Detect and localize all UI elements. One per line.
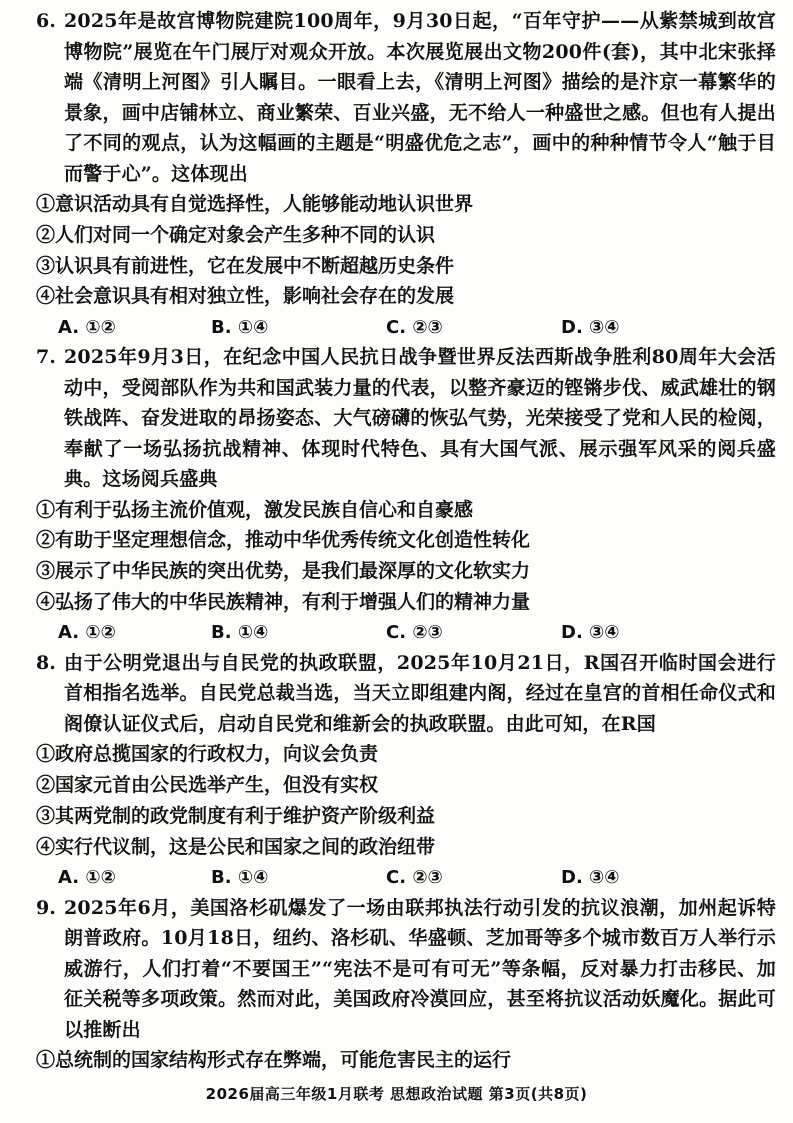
choice-a: A. ①② <box>58 867 116 889</box>
statement-list <box>36 1045 776 1076</box>
question-stem <box>36 648 776 740</box>
statement-item: ①有利于弘扬主流价值观，激发民族自信心和自豪感 <box>36 498 474 521</box>
choice-c: C. ②③ <box>386 867 443 889</box>
question-stem <box>36 893 776 1046</box>
question-stem <box>36 342 776 495</box>
question-number: 7. <box>36 346 56 369</box>
question-6 <box>36 6 776 342</box>
question-number: 9. <box>36 896 56 919</box>
statement-item: ③展示了中华民族的突出优势，是我们最深厚的文化软实力 <box>36 560 531 583</box>
statement-list <box>36 495 776 618</box>
choice-d: D. ③④ <box>561 316 620 338</box>
choice-c: C. ②③ <box>386 316 443 338</box>
statement-list <box>36 739 776 862</box>
statement-item: ①政府总揽国家的行政权力，向议会负责 <box>36 743 379 766</box>
choice-b: B. ①④ <box>211 867 269 889</box>
statement-item: ③认识具有前进性，它在发展中不断超越历史条件 <box>36 254 455 277</box>
answer-choices <box>36 312 776 342</box>
statement-item: ④实行代议制，这是公民和国家之间的政治纽带 <box>36 835 436 858</box>
question-text: 2025年9月3日，在纪念中国人民抗日战争暨世界反法西斯战争胜利80周年大会活动中，受阅部队作为共和国武装力量的代表，以整齐豪迈的铿锵步伐、威武雄壮的钢铁战阵、奋发进取的昂扬姿态、大气磅礴的恢弘气势，光荣接受了党和人民的检阅，奉献了一场弘扬抗战精神、体现时代特色、具有大国气派、展示强军风采的阅兵盛典。这场阅兵盛典 <box>64 346 776 491</box>
question-number: 6. <box>36 10 56 32</box>
choice-b: B. ①④ <box>211 316 269 338</box>
question-text: 2025年是故宫博物院建院100周年，9月30日起，“百年守护——从紫禁城到故宫博物院”展览在午门展厅对观众开放。本次展览展出文物200件(套)，其中北宋张择端《清明上河图》引人瞩目。一眼看上去，《清明上河图》描绘的是汴京一幕繁华的景象，画中店铺林立、商业繁荣、百业兴盛，无不给人一种盛世之感。但也有人提出了不同的观点，认为这幅画的主题是“明盛优危之志”，画中的种种情节令人“触于目而警于心”。这体现出 <box>64 10 776 185</box>
statement-item: ③其两党制的政党制度有利于维护资产阶级利益 <box>36 804 436 827</box>
question-list <box>36 6 776 1076</box>
question-stem <box>36 6 776 189</box>
statement-list <box>36 189 776 312</box>
statement-item: ④社会意识具有相对独立性，影响社会存在的发展 <box>36 285 455 308</box>
statement-item: ④弘扬了伟大的中华民族精神，有利于增强人们的精神力量 <box>36 591 531 614</box>
question-number: 8. <box>36 651 56 674</box>
statement-item: ①总统制的国家结构形式存在弊端，可能危害民主的运行 <box>36 1049 512 1072</box>
question-7 <box>36 342 776 648</box>
question-8 <box>36 648 776 893</box>
statement-item: ②国家元首由公民选举产生，但没有实权 <box>36 774 379 797</box>
page-footer: 2026届高三年级1月联考 思想政治试题 第3页(共8页) <box>205 1085 588 1103</box>
choice-a: A. ①② <box>58 316 116 338</box>
choice-c: C. ②③ <box>386 622 443 644</box>
question-text: 由于公明党退出与自民党的执政联盟，2025年10月21日，R国召开临时国会进行首相指名选举。自民党总裁当选，当天立即组建内阁，经过在皇宫的首相任命仪式和阁僚认证仪式后，启动自民党和维新会的执政联盟。由此可知，在R国 <box>64 651 776 735</box>
answer-choices <box>36 863 776 893</box>
choice-a: A. ①② <box>58 622 116 644</box>
statement-item: ②有助于坚定理想信念，推动中华优秀传统文化创造性转化 <box>36 529 531 552</box>
choice-b: B. ①④ <box>211 622 269 644</box>
question-9 <box>36 893 776 1076</box>
statement-item: ②人们对同一个确定对象会产生多种不同的认识 <box>36 223 436 246</box>
choice-d: D. ③④ <box>561 867 620 889</box>
answer-choices <box>36 618 776 648</box>
choice-d: D. ③④ <box>561 622 620 644</box>
question-text: 2025年6月，美国洛杉矶爆发了一场由联邦执法行动引发的抗议浪潮，加州起诉特朗普政府。10月18日，纽约、洛杉矶、华盛顿、芝加哥等多个城市数百万人举行示威游行，人们打着“不要国王”“宪法不是可有可无”等条幅，反对暴力打击移民、加征关税等多项政策。然而对此，美国政府冷漠回应，甚至将抗议活动妖魔化。据此可以推断出 <box>64 896 776 1041</box>
statement-item: ①意识活动具有自觉选择性，人能够能动地认识世界 <box>36 193 474 215</box>
